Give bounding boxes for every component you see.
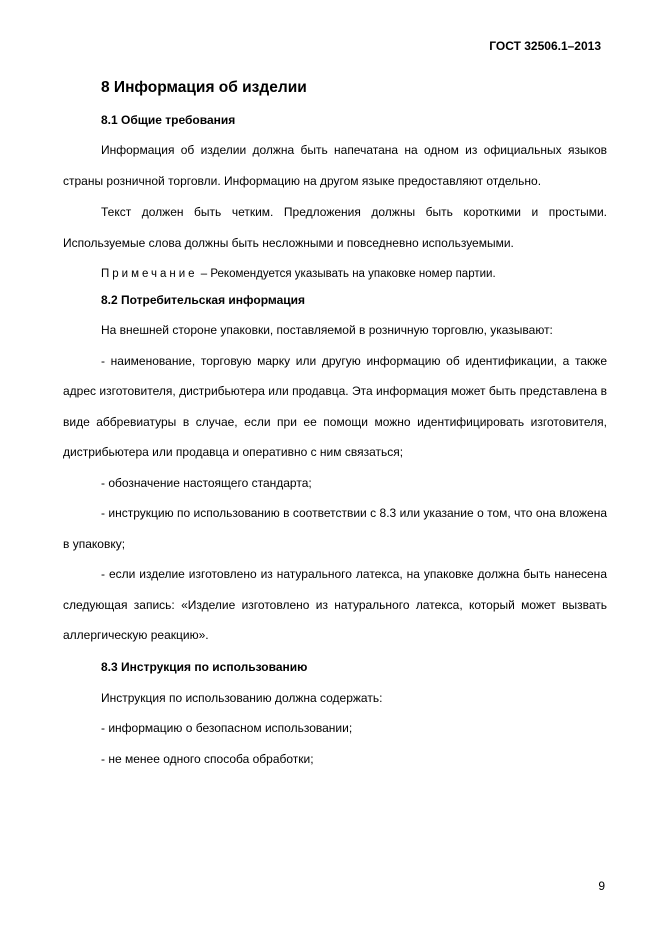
page-number: 9 [598, 879, 605, 893]
section-8-2-title: 8.2 Потребительская информация [101, 293, 306, 307]
page-content [63, 78, 607, 774]
paragraph-8-2-3: - обозначение настоящего стандарта; [101, 475, 312, 490]
section-8-1-title: 8.1 Общие требования [101, 113, 236, 127]
paragraph-8-2-4: - инструкцию по использованию в соответствии с 8.3 или указание о том, что она вложена в упаковку; [63, 506, 607, 551]
paragraph-8-2-2: - наименование, торговую марку или другую информацию об идентификации, а также адрес изготовителя, дистрибьютера или продавца. Эта информация может быть представлена в виде аббревиатуры в случае, если при ее помощи можно идентифицировать изготовителя, дистрибьютера или продавца и оперативно с ним связаться; [63, 353, 607, 459]
standard-code-header: ГОСТ 32506.1–2013 [489, 39, 601, 53]
paragraph-8-3-1: Инструкция по использованию должна содержать: [101, 690, 383, 705]
note [63, 266, 607, 282]
section-8-3-title: 8.3 Инструкция по использованию [101, 659, 308, 674]
paragraph-8-1-2: Текст должен быть четким. Предложения должны быть короткими и простыми. Используемые слова должны быть несложными и повседневно используемыми. [63, 205, 607, 250]
paragraph-8-1-1: Информация об изделии должна быть напечатана на одном из официальных языков страны розничной торговли. Информацию на другом языке предоставляют отдельно. [63, 143, 607, 188]
paragraph-8-2-5: - если изделие изготовлено из натурального латекса, на упаковке должна быть нанесена следующая запись: «Изделие изготовлено из натурального латекса, который может вызвать аллергическую реакцию». [63, 567, 607, 642]
paragraph-8-2-1: На внешней стороне упаковки, поставляемой в розничную торговлю, указывают: [101, 323, 553, 337]
note-label: Примечание [101, 268, 198, 280]
paragraph-8-3-3: - не менее одного способа обработки; [101, 751, 314, 766]
note-text: – Рекомендуется указывать на упаковке номер партии. [197, 268, 496, 280]
section-8-title: 8 Информация об изделии [101, 79, 307, 96]
paragraph-8-3-2: - информацию о безопасном использовании; [101, 721, 353, 735]
